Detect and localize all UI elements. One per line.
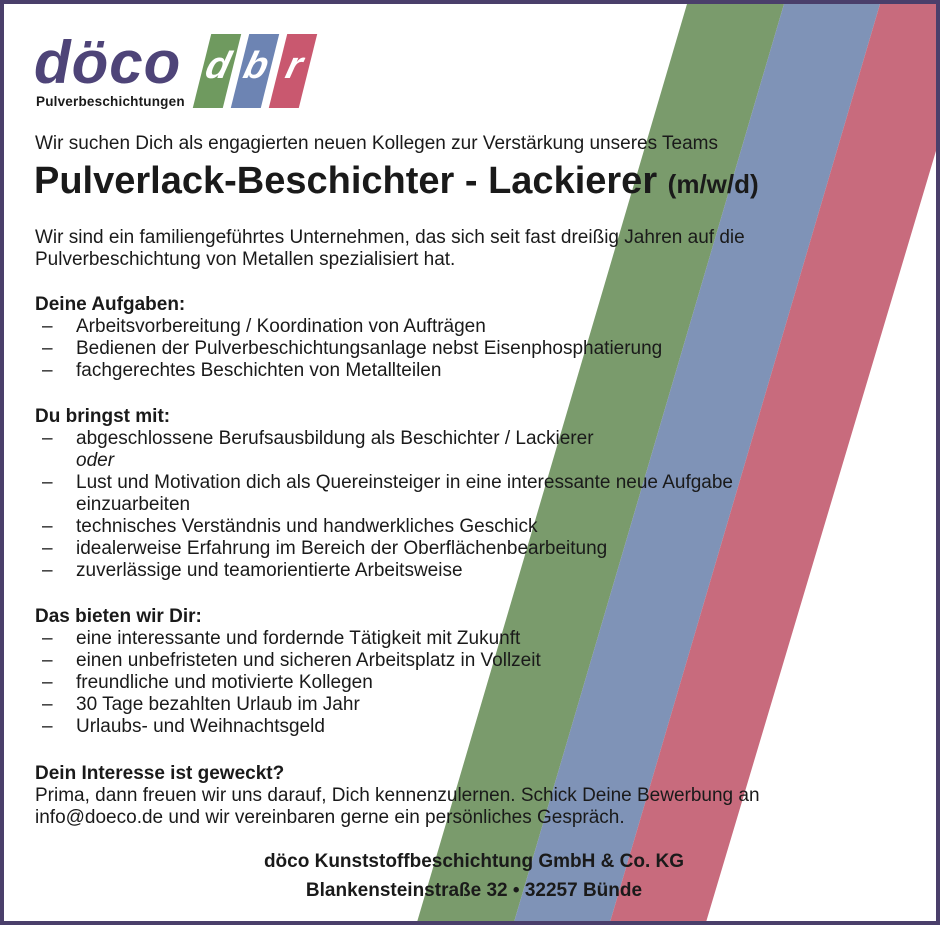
closing-line-1: Prima, dann freuen wir uns darauf, Dich kennenzulernen. Schick Deine Bewerbung an <box>35 785 760 806</box>
list-item: – 30 Tage bezahlten Urlaub im Jahr <box>42 694 360 715</box>
logo-letter-b: b <box>239 45 274 87</box>
list-item: – abgeschlossene Berufsausbildung als Beschichter / Lackierer oder <box>35 428 733 472</box>
list-item: – Lust und Motivation dich als Quereinsteiger in eine interessante neue Aufgabe einzuarbeiten <box>42 472 733 515</box>
logo-letter-r: r <box>281 45 307 87</box>
list-item: – einen unbefristeten und sicheren Arbeitsplatz in Vollzeit <box>42 650 541 671</box>
company-address: Blankensteinstraße 32 • 32257 Bünde <box>305 880 643 901</box>
or-label: oder <box>76 450 115 471</box>
logo-letter-d: d <box>201 45 236 87</box>
list-item: – zuverlässige und teamorientierte Arbeitsweise <box>42 560 463 581</box>
benefits-list <box>35 628 541 738</box>
company-logo <box>32 29 337 114</box>
logo-brand: döco <box>34 29 182 96</box>
job-title-suffix: (m/w/d) <box>667 169 759 199</box>
list-item: – idealerweise Erfahrung im Bereich der Oberflächenbearbeitung <box>42 538 608 559</box>
tasks-list <box>35 316 662 382</box>
benefits-heading: Das bieten wir Dir: <box>35 606 202 627</box>
list-item: – Urlaubs- und Weihnachtsgeld <box>42 716 325 737</box>
job-title <box>34 159 759 206</box>
job-title-main: Pulverlack-Beschichter - Lackierer <box>34 160 658 202</box>
logo-tagline: Pulverbeschichtungen <box>36 94 185 109</box>
list-item: – technisches Verständnis und handwerkliches Geschick <box>42 516 538 537</box>
contact-line: info@doeco.de und wir vereinbaren gerne ein persönliches Gespräch. <box>35 807 625 828</box>
requirements-heading: Du bringst mit: <box>35 406 171 427</box>
list-item: – fachgerechtes Beschichten von Metallteilen <box>42 360 442 381</box>
list-item: – Bedienen der Pulverbeschichtungsanlage nebst Eisenphosphatierung <box>42 338 663 359</box>
tasks-heading: Deine Aufgaben: <box>35 294 186 315</box>
description-line-2: Pulverbeschichtung von Metallen spezialisiert hat. <box>35 249 456 270</box>
company-name: döco Kunststoffbeschichtung GmbH & Co. KG <box>263 851 685 872</box>
list-item: – Arbeitsvorbereitung / Koordination von Aufträgen <box>42 316 486 337</box>
list-item: – eine interessante und fordernde Tätigkeit mit Zukunft <box>42 628 521 649</box>
intro-text: Wir suchen Dich als engagierten neuen Kollegen zur Verstärkung unseres Teams <box>35 133 718 154</box>
list-item: – freundliche und motivierte Kollegen <box>42 672 373 693</box>
closing-heading: Dein Interesse ist geweckt? <box>35 763 285 784</box>
requirements-list <box>35 428 733 582</box>
description-line-1: Wir sind ein familiengeführtes Unternehmen, das sich seit fast dreißig Jahren auf die <box>35 227 745 248</box>
